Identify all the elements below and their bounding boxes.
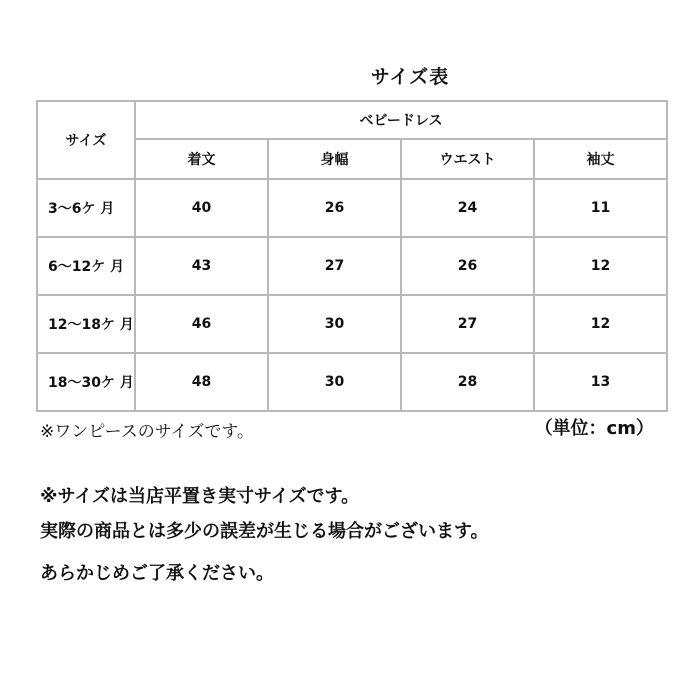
column-header-width: 身幅: [268, 139, 401, 179]
table-cell: 30: [268, 295, 401, 353]
row-size-label: 6～12ケ 月: [37, 237, 135, 295]
table-cell: 28: [401, 353, 534, 411]
table-cell: 24: [401, 179, 534, 237]
table-header-row: [37, 101, 667, 139]
row-size-label: 3～6ケ 月: [37, 179, 135, 237]
table-cell: 27: [268, 237, 401, 295]
column-header-sleeve: 袖丈: [534, 139, 667, 179]
row-size-label: 12～18ケ 月: [37, 295, 135, 353]
size-column-header: サイズ: [37, 101, 135, 179]
table-row: [37, 353, 667, 411]
table-cell: 40: [135, 179, 268, 237]
page-title: サイズ表: [370, 66, 450, 88]
column-header-length: 着文: [135, 139, 268, 179]
disclaimer-line-2: 実際の商品とは多少の誤差が生じる場合がございます。: [40, 521, 489, 542]
disclaimer-line-3: あらかじめご了承ください。: [40, 563, 274, 584]
table-cell: 27: [401, 295, 534, 353]
disclaimer-line-1: ※サイズは当店平置き実寸サイズです。: [40, 486, 360, 507]
table-cell: 12: [534, 237, 667, 295]
table-row: [37, 237, 667, 295]
table-cell: 12: [534, 295, 667, 353]
table-cell: 46: [135, 295, 268, 353]
table-cell: 13: [534, 353, 667, 411]
table-cell: 48: [135, 353, 268, 411]
onepiece-note: ※ワンピースのサイズです。: [40, 422, 254, 442]
unit-note: （単位：cm）: [534, 418, 654, 439]
table-row: [37, 295, 667, 353]
column-header-waist: ウエスト: [401, 139, 534, 179]
size-table: [36, 100, 668, 412]
row-size-label: 18～30ケ 月: [37, 353, 135, 411]
table-cell: 26: [268, 179, 401, 237]
baby-dress-header: ベビードレス: [135, 101, 667, 139]
table-cell: 30: [268, 353, 401, 411]
table-row: [37, 179, 667, 237]
table-cell: 26: [401, 237, 534, 295]
table-cell: 43: [135, 237, 268, 295]
table-cell: 11: [534, 179, 667, 237]
